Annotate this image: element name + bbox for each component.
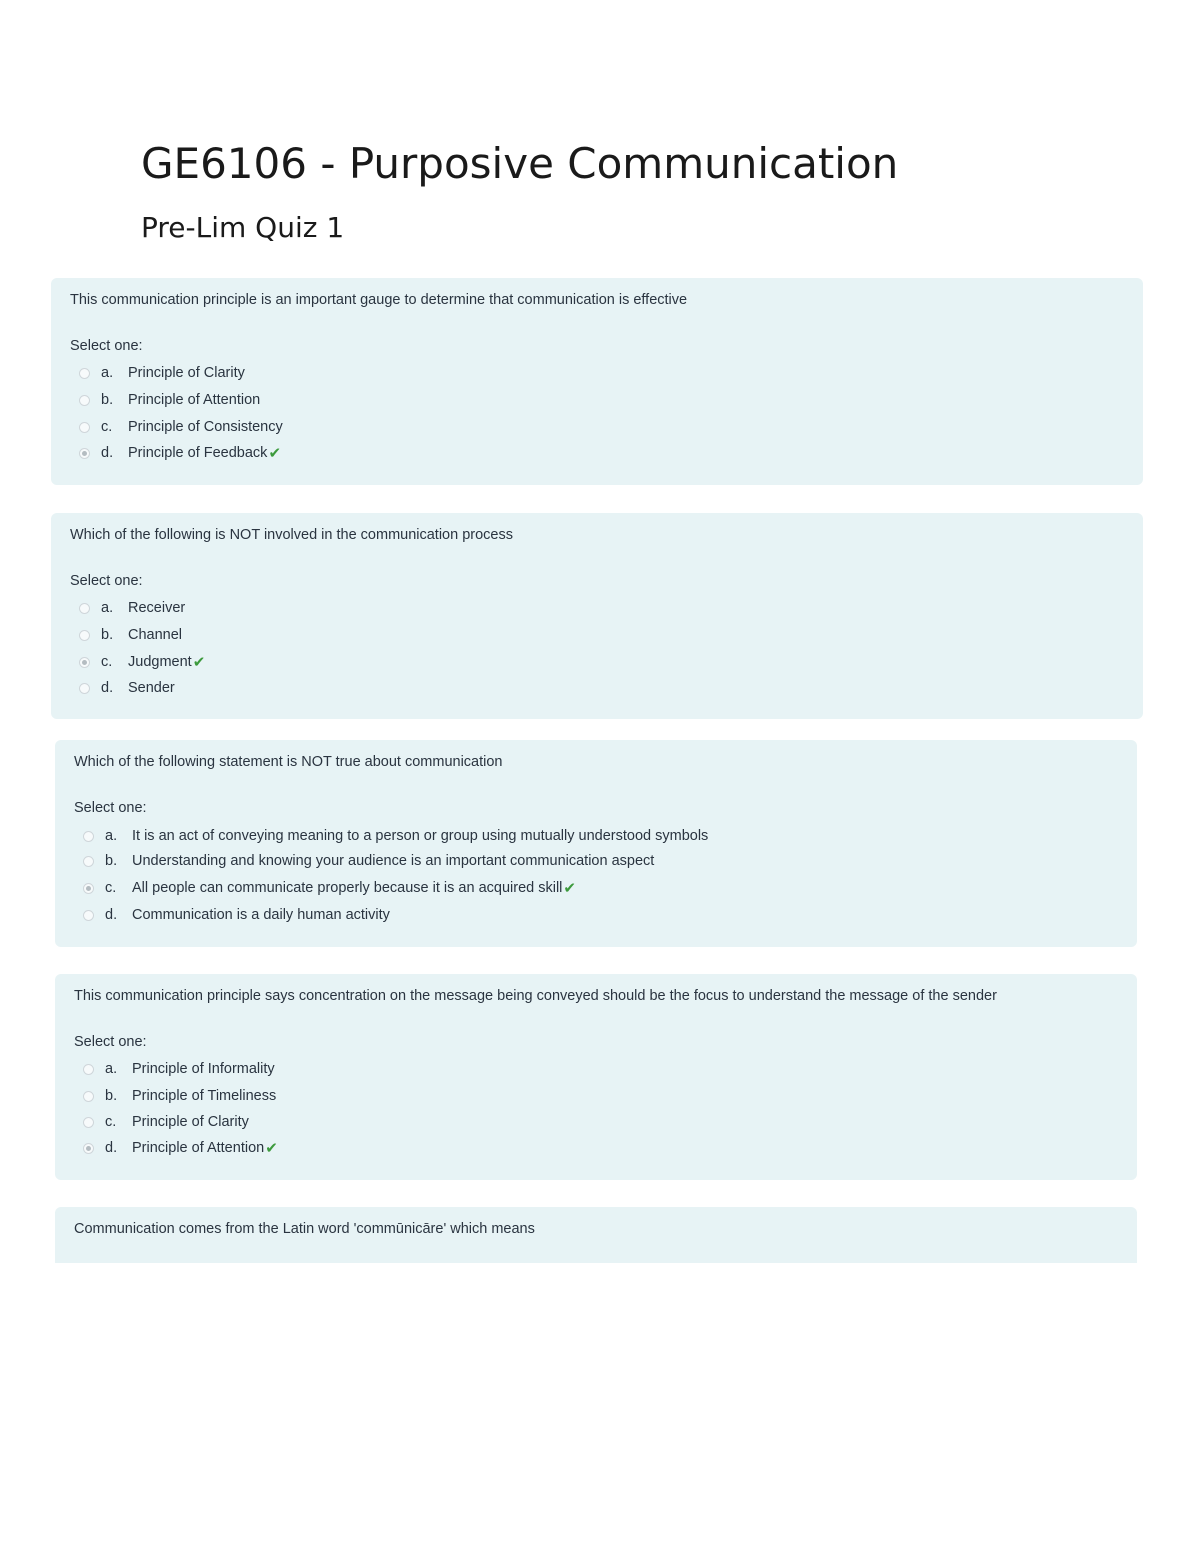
answer-option-selected[interactable]: [79, 443, 281, 463]
option-letter: a.: [101, 600, 114, 616]
radio-button[interactable]: [83, 1064, 94, 1075]
radio-button[interactable]: [79, 422, 90, 433]
option-letter: b.: [101, 627, 114, 643]
option-letter: b.: [105, 1088, 118, 1104]
radio-button-selected[interactable]: [83, 883, 94, 894]
question-text: This communication principle is an important gauge to determine that communication is effective: [70, 292, 688, 308]
radio-button[interactable]: [83, 831, 94, 842]
option-letter: a.: [101, 365, 114, 381]
answer-option[interactable]: [83, 1112, 249, 1132]
question-card: [51, 278, 1143, 485]
answer-option[interactable]: [79, 417, 283, 437]
option-letter: a.: [105, 1061, 118, 1077]
option-letter: b.: [101, 392, 114, 408]
answer-option[interactable]: [79, 678, 175, 698]
option-text: Judgment: [128, 654, 192, 670]
option-text: Principle of Attention: [128, 392, 261, 408]
check-icon: ✔: [563, 879, 576, 897]
option-letter: c.: [101, 419, 113, 435]
question-card: [55, 974, 1137, 1180]
answer-option[interactable]: [79, 363, 245, 383]
option-text: All people can communicate properly because it is an acquired skill: [132, 880, 563, 896]
option-text: Receiver: [128, 600, 186, 616]
answer-option-selected[interactable]: [79, 652, 205, 672]
radio-button-selected[interactable]: [83, 1143, 94, 1154]
option-text: Principle of Clarity: [128, 365, 245, 381]
radio-button[interactable]: [83, 1117, 94, 1128]
option-text: Channel: [128, 627, 183, 643]
question-card: [55, 740, 1137, 947]
answer-option[interactable]: [79, 625, 182, 645]
answer-option-selected[interactable]: [83, 878, 576, 898]
option-text: Communication is a daily human activity: [132, 907, 390, 923]
select-one-label: Select one:: [70, 338, 143, 354]
option-text: It is an act of conveying meaning to a person or group using mutually understood symbols: [132, 828, 709, 844]
answer-option-selected[interactable]: [83, 1138, 278, 1158]
select-one-label: Select one:: [74, 1034, 147, 1050]
option-letter: d.: [105, 907, 118, 923]
option-text: Sender: [128, 680, 175, 696]
option-letter: c.: [101, 654, 113, 670]
check-icon: ✔: [265, 1139, 278, 1157]
answer-option[interactable]: [83, 851, 654, 871]
answer-option[interactable]: [83, 905, 390, 925]
radio-button[interactable]: [83, 910, 94, 921]
radio-button[interactable]: [79, 603, 90, 614]
option-text: Principle of Timeliness: [132, 1088, 277, 1104]
option-letter: c.: [105, 1114, 117, 1130]
question-text: Which of the following statement is NOT true about communication: [74, 754, 503, 770]
answer-option[interactable]: [79, 598, 185, 618]
radio-button[interactable]: [83, 1091, 94, 1102]
option-letter: d.: [101, 680, 114, 696]
option-text: Principle of Informality: [132, 1061, 275, 1077]
option-text: Principle of Feedback: [128, 445, 268, 461]
option-text: Principle of Consistency: [128, 419, 283, 435]
question-card: [51, 513, 1143, 719]
check-icon: ✔: [192, 653, 206, 671]
radio-button[interactable]: [83, 856, 94, 867]
question-text: Communication comes from the Latin word 'commūnicāre' which means: [74, 1221, 535, 1237]
option-letter: b.: [105, 853, 118, 869]
question-text: Which of the following is NOT involved in the communication process: [70, 527, 513, 543]
radio-button[interactable]: [79, 368, 90, 379]
answer-option[interactable]: [79, 390, 260, 410]
option-text: Principle of Attention: [132, 1140, 265, 1156]
option-text: Principle of Clarity: [132, 1114, 249, 1130]
quiz-subtitle: Pre-Lim Quiz 1: [141, 211, 345, 244]
option-text: Understanding and knowing your audience is an important communication aspect: [132, 853, 655, 869]
question-card: [55, 1207, 1137, 1263]
question-text: This communication principle says concentration on the message being conveyed should be the focus to understand the message of the sender: [74, 988, 997, 1004]
answer-option[interactable]: [83, 1059, 275, 1079]
radio-button[interactable]: [79, 630, 90, 641]
page-title: GE6106 - Purposive Communication: [141, 139, 899, 188]
radio-button-selected[interactable]: [79, 448, 90, 459]
radio-button[interactable]: [79, 683, 90, 694]
answer-option[interactable]: [83, 826, 708, 846]
select-one-label: Select one:: [70, 573, 143, 589]
option-letter: d.: [101, 445, 114, 461]
answer-option[interactable]: [83, 1086, 276, 1106]
check-icon: ✔: [268, 444, 282, 462]
option-letter: c.: [105, 880, 117, 896]
option-letter: a.: [105, 828, 118, 844]
radio-button[interactable]: [79, 395, 90, 406]
radio-button-selected[interactable]: [79, 657, 90, 668]
select-one-label: Select one:: [74, 800, 147, 816]
option-letter: d.: [105, 1140, 118, 1156]
